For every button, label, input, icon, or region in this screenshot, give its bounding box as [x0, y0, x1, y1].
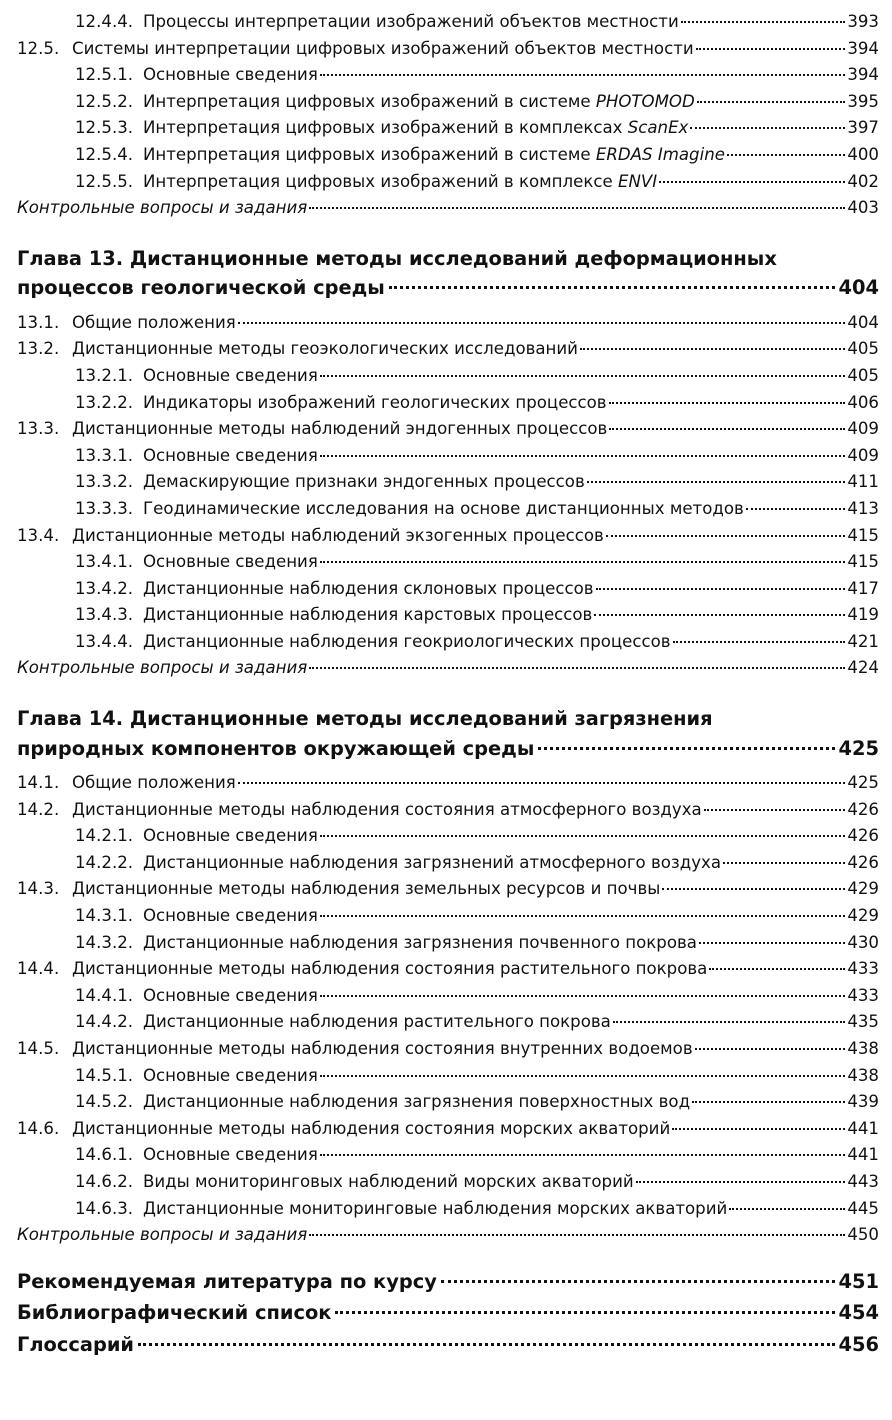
dot-leader	[309, 666, 845, 669]
entry-title	[72, 1116, 670, 1143]
entry-title-text: Основные сведения	[143, 1065, 318, 1085]
entry-title	[72, 797, 702, 824]
entry-number: 14.5.1.	[75, 1065, 134, 1085]
dot-leader	[594, 613, 845, 616]
entry-title	[72, 770, 236, 797]
entry-title-text: Контрольные вопросы и задания	[17, 198, 308, 218]
chapter-title-row	[17, 734, 879, 764]
entry-number: 14.4.1.	[75, 985, 134, 1005]
back-matter-entry[interactable]	[17, 1329, 879, 1361]
dot-leader	[699, 941, 845, 944]
entry-title-text: Дистанционные наблюдения загрязнения поверхностных вод	[143, 1092, 691, 1112]
entry-title-text: Дистанционные методы наблюдений эндогенных процессов	[72, 419, 608, 439]
entry-page-number: 433	[847, 959, 879, 979]
entry-title	[143, 469, 585, 496]
dot-leader	[441, 1280, 835, 1283]
toc-entry[interactable]	[17, 823, 879, 850]
entry-number: 14.3.1.	[75, 906, 134, 926]
entry-title-emphasis: PHOTOMOD	[595, 91, 695, 111]
entry-title-text: Индикаторы изображений геологических процессов	[143, 392, 607, 412]
review-questions-entry[interactable]	[17, 655, 879, 682]
entry-page-number: 443	[847, 1171, 879, 1191]
entry-title	[143, 629, 671, 656]
toc-entry[interactable]	[17, 416, 879, 443]
entry-title	[143, 983, 318, 1010]
chapter-title-line1: Глава 13. Дистанционные методы исследований деформационных	[17, 246, 777, 270]
entry-title-text: Системы интерпретации цифровых изображений объектов местности	[72, 38, 694, 58]
entry-page-number: 393	[847, 12, 879, 31]
entry-number: 12.5.2.	[75, 91, 134, 111]
entry-title-text: Общие положения	[72, 773, 236, 793]
dot-leader	[704, 808, 846, 811]
entry-title-text: Процессы интерпретации изображений объектов местности	[143, 12, 679, 31]
entry-number: 12.5.5.	[75, 171, 134, 191]
entry-title-text: Контрольные вопросы и задания	[17, 1225, 308, 1245]
table-of-contents	[17, 9, 879, 1360]
entry-page-number: 417	[847, 578, 879, 598]
back-matter-entry[interactable]	[17, 1297, 879, 1329]
dot-leader	[606, 534, 846, 537]
entry-page-number: 429	[847, 879, 879, 899]
toc-entry[interactable]	[17, 469, 879, 496]
entry-title-text: Дистанционные наблюдения карстовых процессов	[143, 605, 593, 625]
dot-leader	[238, 321, 846, 324]
entry-page-number: 425	[847, 773, 879, 793]
entry-number: 13.3.1.	[75, 445, 134, 465]
toc-entry[interactable]	[17, 363, 879, 390]
entry-title-text: Интерпретация цифровых изображений в системе	[143, 144, 596, 164]
toc-entry[interactable]	[17, 496, 879, 523]
entry-number: 13.1.	[17, 312, 60, 332]
review-questions-entry[interactable]	[17, 195, 879, 222]
dot-leader	[320, 73, 846, 76]
entry-number: 14.6.2.	[75, 1171, 134, 1191]
entry-page-number: 400	[847, 144, 879, 164]
entry-title	[143, 496, 744, 523]
entry-page-number: 426	[847, 826, 879, 846]
toc-entry[interactable]	[17, 142, 879, 169]
back-matter-page-number: 456	[838, 1332, 879, 1356]
toc-entry[interactable]	[17, 1169, 879, 1196]
entry-number: 13.4.	[17, 525, 60, 545]
entry-number: 14.6.	[17, 1118, 60, 1138]
toc-entry[interactable]	[17, 850, 879, 877]
entry-number: 14.3.	[17, 879, 60, 899]
entry-title	[143, 9, 679, 36]
entry-title	[143, 1009, 611, 1036]
toc-entry[interactable]	[17, 629, 879, 656]
dot-leader	[320, 834, 846, 837]
dot-leader	[709, 967, 845, 970]
entry-page-number: 411	[847, 472, 879, 492]
entry-page-number: 413	[847, 498, 879, 518]
entry-number: 14.2.1.	[75, 826, 134, 846]
toc-entry[interactable]	[17, 1009, 879, 1036]
toc-entry[interactable]	[17, 602, 879, 629]
dot-leader	[320, 1074, 846, 1077]
toc-entry[interactable]	[17, 443, 879, 470]
dot-leader	[320, 914, 846, 917]
entry-page-number: 441	[847, 1145, 879, 1165]
entry-page-number: 394	[847, 65, 879, 85]
entry-title	[143, 823, 318, 850]
entry-title-emphasis: ScanEx	[627, 118, 689, 138]
entry-number: 13.3.2.	[75, 472, 134, 492]
entry-number: 12.4.4.	[75, 12, 134, 31]
entry-number: 12.5.1.	[75, 65, 134, 85]
entry-page-number: 429	[847, 906, 879, 926]
chapter-title-row	[17, 273, 879, 303]
dot-leader	[723, 861, 845, 864]
entry-number: 14.5.	[17, 1039, 60, 1058]
entry-title-text: Дистанционные наблюдения растительного покрова	[143, 1012, 611, 1032]
toc-entry[interactable]	[17, 903, 879, 930]
entry-page-number: 438	[847, 1065, 879, 1085]
entry-page-number: 409	[847, 445, 879, 465]
entry-page-number: 426	[847, 799, 879, 819]
toc-entry[interactable]	[17, 523, 879, 550]
dot-leader	[672, 1127, 845, 1130]
entry-title	[143, 1196, 727, 1223]
entry-page-number: 424	[847, 658, 879, 678]
dot-leader	[727, 153, 845, 156]
entry-page-number: 405	[847, 339, 879, 359]
entry-title	[143, 1089, 690, 1116]
entry-page-number: 415	[847, 525, 879, 545]
entry-title-text: Общие положения	[72, 312, 236, 332]
entry-title	[143, 169, 657, 196]
entry-title-text: Дистанционные методы наблюдения земельных ресурсов и почвы	[72, 879, 661, 899]
dot-leader	[320, 1153, 846, 1156]
dot-leader	[335, 1311, 834, 1314]
toc-entry[interactable]	[17, 797, 879, 824]
dot-leader	[695, 1047, 846, 1050]
entry-page-number: 395	[847, 91, 879, 111]
entry-page-number: 404	[847, 312, 879, 332]
entry-title-text: Дистанционные наблюдения загрязнения почвенного покрова	[143, 932, 697, 952]
dot-leader	[659, 180, 845, 183]
toc-entry[interactable]	[17, 983, 879, 1010]
toc-entry[interactable]	[17, 1196, 879, 1223]
entry-title	[143, 602, 592, 629]
chapter-page-number: 425	[838, 736, 879, 760]
entry-page-number: 405	[847, 365, 879, 385]
toc-entry[interactable]	[17, 336, 879, 363]
toc-entry[interactable]	[17, 115, 879, 142]
entry-page-number: 415	[847, 552, 879, 572]
entry-title-text: Дистанционные методы геоэкологических исследований	[72, 339, 578, 359]
entry-title	[143, 142, 725, 169]
entry-number: 12.5.3.	[75, 118, 134, 138]
entry-number: 13.3.3.	[75, 498, 134, 518]
entry-page-number: 439	[847, 1092, 879, 1112]
entry-title-text: Дистанционные методы наблюдения состояния растительного покрова	[72, 959, 708, 979]
toc-entry[interactable]	[17, 876, 879, 903]
toc-entry[interactable]	[17, 1036, 879, 1063]
dot-leader	[320, 454, 846, 457]
chapter-title-line1: Глава 14. Дистанционные методы исследований загрязнения	[17, 707, 713, 731]
entry-title-text: Дистанционные методы наблюдения состояния морских акваторий	[72, 1118, 671, 1138]
entry-title-text: Виды мониторинговых наблюдений морских акваторий	[143, 1171, 634, 1191]
entry-page-number: 406	[847, 392, 879, 412]
entry-title	[143, 443, 318, 470]
back-matter-entry[interactable]	[17, 1266, 879, 1298]
entry-number: 12.5.4.	[75, 144, 134, 164]
entry-number: 14.4.2.	[75, 1012, 134, 1032]
entry-number: 14.5.2.	[75, 1092, 134, 1112]
entry-title-text: Дистанционные методы наблюдения состояния внутренних водоемов	[72, 1039, 693, 1058]
entry-page-number: 433	[847, 985, 879, 1005]
toc-entry[interactable]	[17, 1063, 879, 1090]
entry-title	[143, 115, 688, 142]
toc-entry[interactable]	[17, 9, 879, 36]
entry-title-text: Основные сведения	[143, 365, 318, 385]
toc-entry[interactable]	[17, 62, 879, 89]
dot-leader	[538, 747, 834, 750]
entry-title	[72, 336, 578, 363]
entry-title	[143, 1063, 318, 1090]
entry-title	[143, 903, 318, 930]
back-matter-title: Библиографический список	[17, 1301, 332, 1325]
entry-title-emphasis: ENVI	[617, 171, 658, 191]
toc-entry[interactable]	[17, 1089, 879, 1116]
dot-leader	[613, 1020, 846, 1023]
dot-leader	[692, 1100, 845, 1103]
toc-entry[interactable]	[17, 770, 879, 797]
entry-title-text: Основные сведения	[143, 445, 318, 465]
entry-number: 13.2.	[17, 339, 60, 359]
dot-leader	[662, 887, 845, 890]
entry-title	[72, 416, 607, 443]
entry-page-number: 435	[847, 1012, 879, 1032]
back-matter-page-number: 454	[838, 1301, 879, 1325]
entry-page-number: 430	[847, 932, 879, 952]
toc-entry[interactable]	[17, 36, 879, 63]
entry-number: 14.2.2.	[75, 852, 134, 872]
entry-title-text: Демаскирующие признаки эндогенных процессов	[143, 472, 585, 492]
dot-leader	[138, 1343, 835, 1346]
entry-title-text: Основные сведения	[143, 985, 318, 1005]
entry-title	[17, 195, 307, 222]
toc-entry[interactable]	[17, 930, 879, 957]
entry-title	[143, 930, 697, 957]
entry-title-text: Основные сведения	[143, 826, 318, 846]
back-matter-page-number: 451	[838, 1269, 879, 1293]
entry-title-text: Геодинамические исследования на основе дистанционных методов	[143, 498, 744, 518]
entry-number: 13.2.1.	[75, 365, 134, 385]
toc-entry[interactable]	[17, 310, 879, 337]
entry-title	[143, 390, 607, 417]
entry-title-text: Дистанционные мониторинговые наблюдения морских акваторий	[143, 1198, 728, 1218]
entry-title-text: Основные сведения	[143, 1145, 318, 1165]
entry-page-number: 419	[847, 605, 879, 625]
dot-leader	[681, 20, 846, 23]
entry-page-number: 426	[847, 852, 879, 872]
entry-title	[143, 363, 318, 390]
toc-entry[interactable]	[17, 576, 879, 603]
toc-entry[interactable]	[17, 1142, 879, 1169]
entry-page-number: 397	[847, 118, 879, 138]
toc-entry[interactable]	[17, 956, 879, 983]
dot-leader	[320, 374, 846, 377]
chapter-page-number: 404	[838, 276, 879, 300]
entry-number: 14.2.	[17, 799, 60, 819]
entry-title	[72, 876, 660, 903]
toc-entry[interactable]	[17, 1116, 879, 1143]
entry-title-text: Интерпретация цифровых изображений в комплексах	[143, 118, 628, 138]
entry-title-text: Дистанционные наблюдения геокриологических процессов	[143, 631, 671, 651]
entry-title-text: Дистанционные наблюдения склоновых процессов	[143, 578, 594, 598]
entry-title	[72, 310, 236, 337]
dot-leader	[636, 1180, 846, 1183]
dot-leader	[320, 560, 846, 563]
toc-entry[interactable]	[17, 390, 879, 417]
entry-title	[143, 1169, 634, 1196]
entry-title-text: Дистанционные наблюдения загрязнений атмосферного воздуха	[143, 852, 722, 872]
entry-page-number: 441	[847, 1118, 879, 1138]
entry-page-number: 445	[847, 1198, 879, 1218]
dot-leader	[673, 640, 846, 643]
entry-number: 13.4.3.	[75, 605, 134, 625]
review-questions-entry[interactable]	[17, 1222, 879, 1249]
back-matter	[17, 1266, 879, 1361]
dot-leader	[609, 401, 846, 404]
dot-leader	[690, 126, 845, 129]
entry-title-emphasis: ERDAS Imagine	[595, 144, 725, 164]
chapter-title-line2: процессов геологической среды	[17, 276, 385, 300]
entry-page-number: 421	[847, 631, 879, 651]
entry-number: 12.5.	[17, 38, 60, 58]
entry-number: 14.3.2.	[75, 932, 134, 952]
entry-number: 13.3.	[17, 419, 60, 439]
entry-title	[17, 655, 307, 682]
toc-entry[interactable]	[17, 549, 879, 576]
entry-title-text: Интерпретация цифровых изображений в системе	[143, 91, 596, 111]
toc-entry[interactable]	[17, 89, 879, 116]
dot-leader	[746, 507, 846, 510]
dot-leader	[389, 286, 835, 289]
dot-leader	[696, 47, 846, 50]
dot-leader	[729, 1207, 845, 1210]
entry-title-text: Дистанционные методы наблюдения состояния атмосферного воздуха	[72, 799, 702, 819]
entry-page-number: 409	[847, 419, 879, 439]
entry-title	[143, 576, 594, 603]
dot-leader	[238, 781, 846, 784]
entry-title	[143, 1142, 318, 1169]
entry-title	[143, 89, 695, 116]
entry-title-text: Контрольные вопросы и задания	[17, 658, 308, 678]
entry-title	[72, 36, 694, 63]
toc-entry[interactable]	[17, 169, 879, 196]
entry-title	[72, 523, 604, 550]
entry-title-text: Основные сведения	[143, 552, 318, 572]
back-matter-title: Рекомендуемая литература по курсу	[17, 1269, 437, 1293]
entry-page-number: 394	[847, 38, 879, 58]
chapter-heading[interactable]	[17, 244, 879, 303]
dot-leader	[697, 100, 846, 103]
entry-page-number: 438	[847, 1039, 879, 1058]
dot-leader	[320, 994, 846, 997]
entry-title-text: Основные сведения	[143, 906, 318, 926]
entry-number: 13.4.1.	[75, 552, 134, 572]
entry-number: 13.2.2.	[75, 392, 134, 412]
entry-title-text: Дистанционные методы наблюдений экзогенных процессов	[72, 525, 604, 545]
dot-leader	[309, 1233, 845, 1236]
dot-leader	[309, 206, 845, 209]
chapter-title-line2: природных компонентов окружающей среды	[17, 736, 535, 760]
entry-title-text: Интерпретация цифровых изображений в комплексе	[143, 171, 618, 191]
dot-leader	[587, 480, 846, 483]
dot-leader	[580, 347, 845, 350]
entry-title	[143, 549, 318, 576]
entry-number: 13.4.2.	[75, 578, 134, 598]
entry-page-number: 450	[847, 1225, 879, 1245]
dot-leader	[609, 427, 845, 430]
entry-page-number: 402	[847, 171, 879, 191]
entry-title	[17, 1222, 307, 1249]
entry-title	[72, 956, 707, 983]
dot-leader	[596, 587, 846, 590]
entry-number: 14.6.1.	[75, 1145, 134, 1165]
entry-number: 14.1.	[17, 773, 60, 793]
entry-page-number: 403	[847, 198, 879, 218]
entry-title	[143, 850, 721, 877]
entry-title	[143, 62, 318, 89]
entry-number: 13.4.4.	[75, 631, 134, 651]
chapter-heading[interactable]	[17, 704, 879, 763]
entry-title-text: Основные сведения	[143, 65, 318, 85]
entry-title	[72, 1036, 693, 1063]
entry-number: 14.4.	[17, 959, 60, 979]
back-matter-title: Глоссарий	[17, 1332, 135, 1356]
entry-number: 14.6.3.	[75, 1198, 134, 1218]
